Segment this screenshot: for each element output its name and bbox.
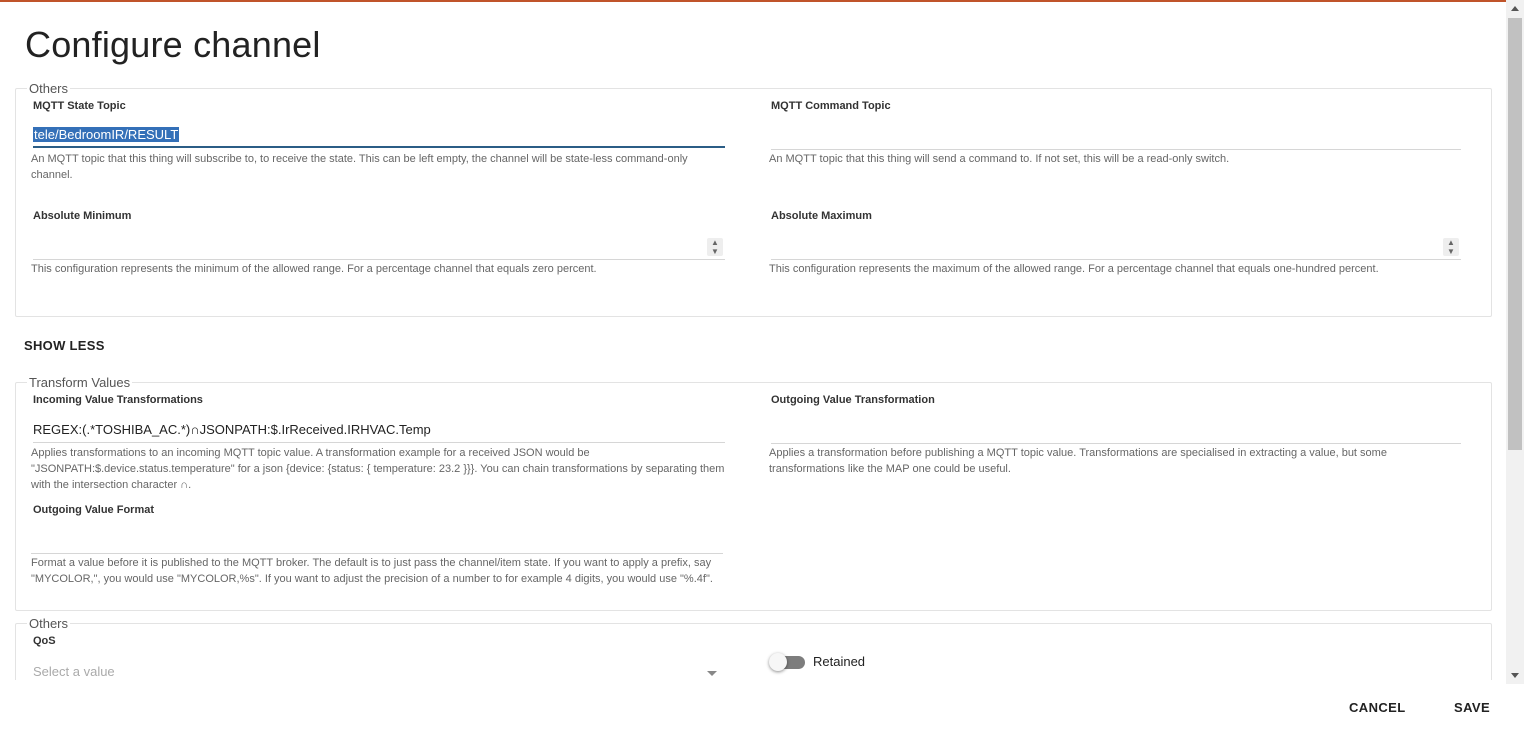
group-legend: Transform Values [29, 375, 131, 390]
field-description: This configuration represents the minimum of the allowed range. For a percentage channel that equals zero percent. [31, 263, 597, 275]
field-absolute-maximum [771, 210, 1461, 290]
mqtt-command-topic-input[interactable] [771, 126, 1461, 150]
field-description: An MQTT topic that this thing will subscribe to, to receive the state. This can be left empty, the channel will be state-less command-only channel. [31, 153, 688, 181]
absolute-minimum-input[interactable] [33, 236, 725, 260]
outgoing-transformation-input[interactable] [771, 420, 1461, 444]
toggle-thumb [769, 653, 787, 671]
field-description: Format a value before it is published to the MQTT broker. The default is to just pass the channel/item state. If you want to apply a prefix, say "MYCOLOR,", you would use "MYCOLOR,%s". If you want to adjust the precision of a number to for example 4 digits, you would use "%.4f". [31, 557, 713, 585]
retained-toggle[interactable] [769, 653, 805, 671]
field-description: Applies a transformation before publishing a MQTT topic value. Transformations are specialised in extracting a value, but some transformations like the MAP one could be useful. [769, 447, 1387, 475]
selected-value: tele/BedroomIR/RESULT [34, 127, 179, 142]
field-label: Incoming Value Transformations [33, 394, 203, 406]
absolute-maximum-input[interactable] [771, 236, 1461, 260]
retained-label: Retained [813, 654, 866, 669]
field-absolute-minimum [33, 210, 725, 290]
scrollbar-thumb[interactable] [1508, 18, 1522, 450]
group-legend: Others [29, 616, 69, 631]
field-description: This configuration represents the maximum of the allowed range. For a percentage channel that equals one-hundred percent. [769, 263, 1379, 275]
field-label: Outgoing Value Format [33, 504, 155, 516]
field-label: Absolute Minimum [33, 210, 132, 222]
field-description: An MQTT topic that this thing will send a command to. If not set, this will be a read-only switch. [769, 153, 1230, 165]
outgoing-format-input[interactable] [31, 530, 723, 554]
dialog-title: Configure channel [25, 24, 321, 65]
field-label: Absolute Maximum [771, 210, 872, 222]
show-less-button[interactable]: SHOW LESS [24, 338, 105, 353]
spinner-arrows-icon[interactable]: ▲ ▼ [1443, 238, 1459, 256]
field-label: QoS [33, 635, 56, 647]
cancel-button[interactable]: CANCEL [1349, 700, 1406, 715]
field-outgoing-value-format [33, 504, 725, 604]
field-description: Applies transformations to an incoming MQTT topic value. A transformation example for a received JSON would be "JSONPATH:$.device.status.temperature" for a json {device: {status: { temperature: 23.2 }}}. You can chain transformations by separating them with the intersection character ∩. [31, 447, 725, 491]
field-incoming-value-transformations [33, 394, 725, 494]
group-legend: Others [29, 81, 69, 96]
field-label: Outgoing Value Transformation [771, 394, 935, 406]
mqtt-state-topic-input[interactable] [33, 124, 725, 148]
field-label: MQTT Command Topic [771, 100, 891, 112]
field-qos [33, 635, 725, 680]
field-mqtt-state-topic [33, 100, 725, 190]
scroll-down-icon[interactable] [1511, 673, 1519, 678]
dialog-actions [0, 684, 1524, 730]
select-placeholder: Select a value [33, 664, 115, 679]
incoming-transformations-input[interactable]: REGEX:(.*TOSHIBA_AC.*)∩JSONPATH:$.IrReceived.IRHVAC.Temp [33, 419, 725, 443]
save-button[interactable]: SAVE [1454, 700, 1491, 715]
field-label: MQTT State Topic [33, 100, 126, 112]
qos-select[interactable] [33, 661, 725, 680]
vertical-scrollbar[interactable] [1506, 0, 1524, 684]
chevron-down-icon [707, 671, 717, 676]
field-outgoing-value-transformation [771, 394, 1461, 484]
scroll-up-icon[interactable] [1511, 6, 1519, 11]
spinner-arrows-icon[interactable]: ▲ ▼ [707, 238, 723, 256]
field-mqtt-command-topic [771, 100, 1461, 190]
